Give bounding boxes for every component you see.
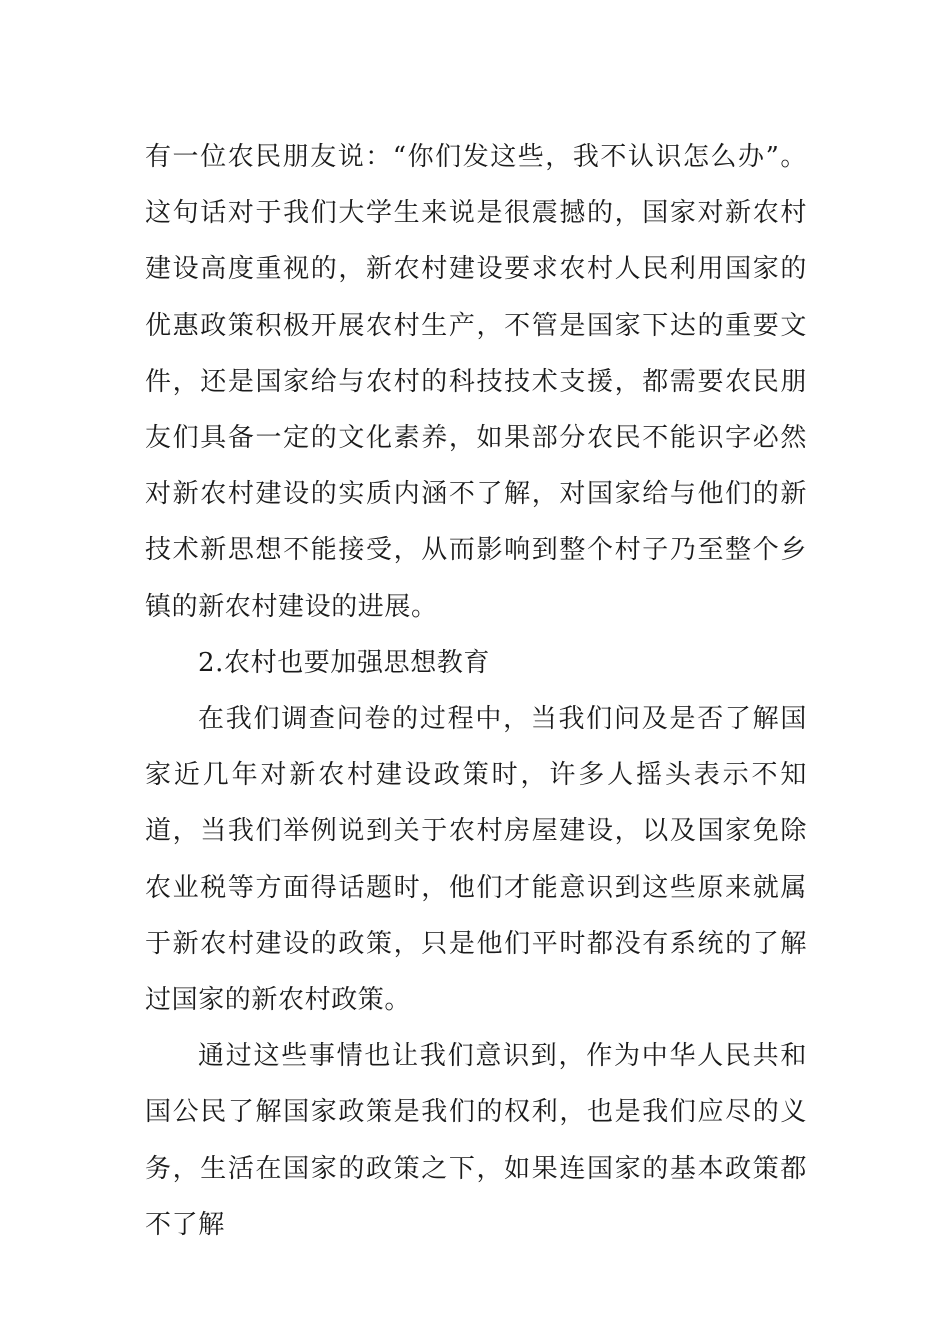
paragraph-citizen-duty: 通过这些事情也让我们意识到，作为中华人民共和国公民了解国家政策是我们的权利，也是我们应尽的义务，生活在国家的政策之下，如果连国家的基本政策都不了解	[145, 1041, 807, 1240]
paragraph-survey: 在我们调查问卷的过程中，当我们问及是否了解国家近几年对新农村建设政策时，许多人摇头表示不知道，当我们举例说到关于农村房屋建设，以及国家免除农业税等方面得话题时，他们才能意识到这些原来就属于新农村建设的政策，只是他们平时都没有系统的了解过国家的新农村政策。	[145, 704, 807, 1016]
section-heading: 2.农村也要加强思想教育	[198, 647, 491, 678]
document-body	[145, 129, 807, 1253]
paragraph-farmer-literacy: 有一位农民朋友说：“你们发这些，我不认识怎么办”。这句话对于我们大学生来说是很震撼的，国家对新农村建设高度重视的，新农村建设要求农村人民利用国家的优惠政策积极开展农村生产，不管是国家下达的重要文件，还是国家给与农村的科技技术支援，都需要农民朋友们具备一定的文化素养，如果部分农民不能识字必然对新农村建设的实质内涵不了解，对国家给与他们的新技术新思想不能接受，从而影响到整个村子乃至整个乡镇的新农村建设的进展。	[145, 142, 807, 622]
